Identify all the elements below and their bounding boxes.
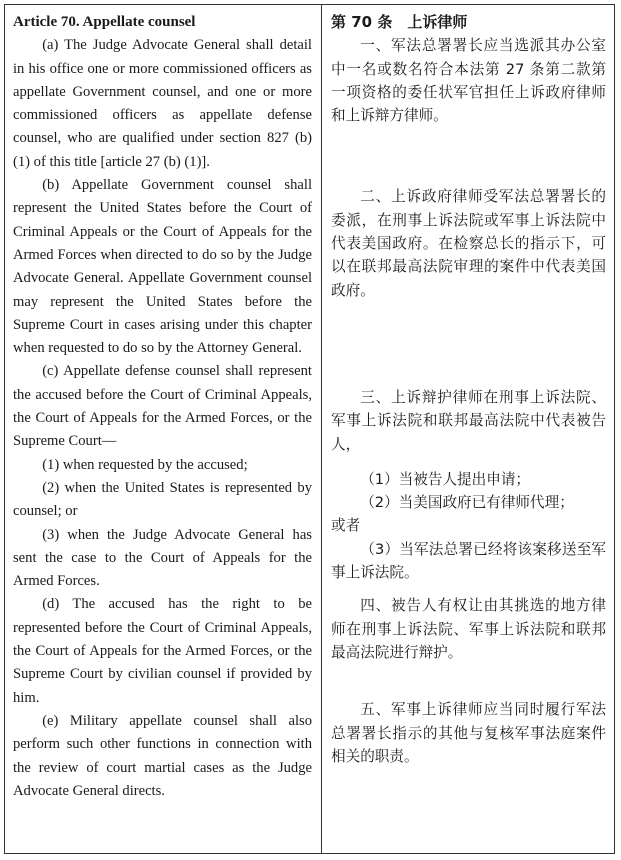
paragraph-d-english: (d) The accused has the right to be represented before the Court of Criminal Appeals, the Court of Appeals for the Armed Forces, or the Supreme Court by civilian counsel if provided by him. <box>13 596 312 706</box>
clause-c1-english: (1) when requested by the accused; <box>42 456 248 473</box>
chinese-column <box>322 5 614 853</box>
clause-c3-chinese: （3）当军法总署已经将该案移送至军事上诉法院。 <box>331 540 606 582</box>
bilingual-article-table <box>4 4 615 854</box>
paragraph-b-chinese: 二、上诉政府律师受军法总署署长的委派，在刑事上诉法院或军事上诉法院中代表美国政府。在检察总长的指示下，可以在联邦最高法院审理的案件中代表美国政府。 <box>331 188 606 299</box>
paragraph-b-english: (b) Appellate Government counsel shall represent the United States before the Court of Criminal Appeals or the Court of Appeals for the Armed Forces when directed to do so by the Judge Advocate General. Appellate Government counsel may represent the United States before the Supreme Court in cases arising under this chapter when requested to do so by the Attorney General. <box>13 177 312 357</box>
paragraph-e-chinese: 五、军事上诉律师应当同时履行军法总署署长指示的其他与复核军事法庭案件相关的职责。 <box>331 701 606 765</box>
paragraph-e-english: (e) Military appellate counsel shall also perform such other functions in connection with the review of court martial cases as the Judge Advocate General directs. <box>13 712 312 799</box>
paragraph-c-english: (c) Appellate defense counsel shall represent the accused before the Court of Criminal Appeals, the Court of Appeals for the Armed Forces, or the Supreme Court— <box>13 363 312 450</box>
article-title-english: Article 70. Appellate counsel <box>13 14 196 30</box>
clause-c2-english: (2) when the United States is represented by counsel; or <box>13 479 312 520</box>
article-title-chinese: 第 70 条 上诉律师 <box>331 13 468 31</box>
paragraph-a-chinese: 一、军法总署署长应当选派其办公室中一名或数名符合本法第 27 条第二款第一项资格的委任状军官担任上诉政府律师和上诉辩方律师。 <box>331 37 606 125</box>
english-column <box>5 5 322 853</box>
clause-c3-english: (3) when the Judge Advocate General has sent the case to the Court of Appeals for the Armed Forces. <box>13 526 312 590</box>
clause-c2-continuation-chinese: 或者 <box>331 517 361 535</box>
paragraph-a-english: (a) The Judge Advocate General shall detail in his office one or more commissioned officers as appellate Government counsel, and one or more commissioned officers as appellate defense counsel, who are qualified under section 827 (b) (1) of this title [article 27 (b) (1)]. <box>13 37 312 170</box>
paragraph-d-chinese: 四、被告人有权让由其挑选的地方律师在刑事上诉法院、军事上诉法院和联邦最高法院进行辩护。 <box>331 597 606 661</box>
clause-c1-chinese: （1）当被告人提出申请； <box>360 470 531 488</box>
paragraph-c-chinese: 三、上诉辩护律师在刑事上诉法院、军事上诉法院和联邦最高法院中代表被告人， <box>331 388 606 453</box>
clause-c2-chinese: （2）当美国政府已有律师代理； <box>360 494 574 512</box>
